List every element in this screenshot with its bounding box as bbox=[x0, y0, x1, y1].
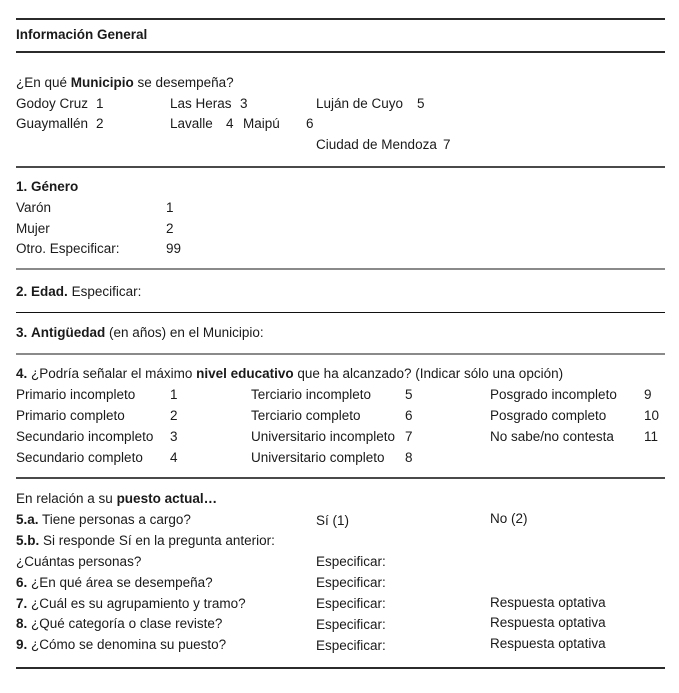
option-code: 6 bbox=[306, 116, 314, 131]
option-label: Luján de Cuyo bbox=[316, 96, 404, 111]
answer-yes: Sí (1) bbox=[316, 513, 350, 528]
question-edad bbox=[16, 284, 141, 300]
question-number: 5.b. bbox=[16, 533, 40, 548]
question-6 bbox=[16, 575, 213, 591]
section-title: Información General bbox=[16, 27, 148, 42]
option-label: Universitario incompleto bbox=[251, 429, 396, 444]
option-code: 5 bbox=[417, 96, 425, 111]
question-5b-sub: ¿Cuántas personas? bbox=[16, 554, 142, 569]
divider bbox=[16, 312, 665, 313]
option-label: Secundario completo bbox=[16, 450, 143, 465]
option-code: 4 bbox=[226, 116, 234, 131]
question-number: 6. bbox=[16, 575, 28, 590]
option-label: Guaymallén bbox=[16, 116, 89, 131]
answer-no: No (2) bbox=[490, 511, 528, 526]
question-number: 9. bbox=[16, 637, 28, 652]
municipio-question bbox=[16, 75, 234, 91]
answer-specify: Especificar: bbox=[316, 596, 386, 611]
divider bbox=[16, 667, 665, 669]
question-nivel-educativo bbox=[16, 366, 563, 382]
option-label: Godoy Cruz bbox=[16, 96, 89, 111]
intro-keyword: puesto actual… bbox=[116, 491, 218, 506]
option-code: 99 bbox=[166, 241, 182, 256]
question-5b bbox=[16, 533, 275, 549]
question-number: 2. bbox=[16, 284, 28, 299]
divider bbox=[16, 51, 665, 53]
option-code: 2 bbox=[96, 116, 104, 131]
option-code: 7 bbox=[443, 137, 451, 152]
question-number: 8. bbox=[16, 616, 28, 631]
question-text: (en años) en el Municipio: bbox=[109, 325, 264, 340]
option-code: 10 bbox=[644, 408, 660, 423]
divider bbox=[16, 268, 665, 270]
question-text: ¿Cuál es su agrupamiento y tramo? bbox=[27, 596, 246, 611]
question-text: ¿En qué área se desempeña? bbox=[27, 575, 213, 590]
divider bbox=[16, 353, 665, 355]
intro-text: En relación a su bbox=[16, 491, 117, 506]
option-label: Mujer bbox=[16, 221, 50, 236]
question-text: Si responde Sí en la pregunta anterior: bbox=[39, 533, 275, 548]
option-code: 1 bbox=[166, 200, 174, 215]
option-label: Posgrado completo bbox=[490, 408, 607, 423]
question-9 bbox=[16, 637, 226, 653]
option-code: 4 bbox=[170, 450, 178, 465]
option-code: 6 bbox=[405, 408, 413, 423]
question-number: 3. bbox=[16, 325, 28, 340]
option-label: Otro. Especificar: bbox=[16, 241, 120, 256]
question-text: Tiene personas a cargo? bbox=[38, 512, 191, 527]
answer-specify: Especificar: bbox=[316, 638, 386, 653]
option-label: Terciario incompleto bbox=[251, 387, 372, 402]
option-code: 2 bbox=[170, 408, 178, 423]
question-8 bbox=[16, 616, 222, 632]
question-text: ¿Podría señalar el máximo bbox=[31, 366, 197, 381]
option-label: Lavalle bbox=[170, 116, 213, 131]
option-label: Ciudad de Mendoza bbox=[316, 137, 437, 152]
answer-specify: Especificar: bbox=[316, 554, 386, 569]
optional-note: Respuesta optativa bbox=[490, 595, 606, 610]
question-text: que ha alcanzado? (Indicar sólo una opción) bbox=[293, 366, 564, 381]
optional-note: Respuesta optativa bbox=[490, 636, 606, 651]
option-code: 3 bbox=[170, 429, 178, 444]
question-number: 7. bbox=[16, 596, 28, 611]
answer-specify: Especificar: bbox=[316, 575, 386, 590]
option-code: 3 bbox=[240, 96, 248, 111]
question-keyword: Municipio bbox=[70, 75, 134, 90]
question-7 bbox=[16, 596, 246, 612]
option-label: Universitario completo bbox=[251, 450, 385, 465]
question-title bbox=[16, 179, 78, 195]
question-keyword: Género bbox=[31, 179, 79, 194]
option-label: No sabe/no contesta bbox=[490, 429, 614, 444]
question-text: se desempeña? bbox=[133, 75, 234, 90]
option-code: 2 bbox=[166, 221, 174, 236]
option-code: 1 bbox=[170, 387, 178, 402]
option-code: 5 bbox=[405, 387, 413, 402]
option-code: 11 bbox=[644, 429, 659, 444]
option-label: Maipú bbox=[243, 116, 280, 131]
divider bbox=[16, 166, 665, 168]
question-text: ¿Qué categoría o clase reviste? bbox=[27, 616, 223, 631]
question-text: ¿En qué bbox=[16, 75, 71, 90]
divider bbox=[16, 477, 665, 479]
option-label: Las Heras bbox=[170, 96, 232, 111]
option-label: Primario completo bbox=[16, 408, 125, 423]
optional-note: Respuesta optativa bbox=[490, 615, 606, 630]
option-code: 7 bbox=[405, 429, 413, 444]
option-code: 1 bbox=[96, 96, 104, 111]
option-label: Terciario completo bbox=[251, 408, 361, 423]
puesto-intro bbox=[16, 491, 217, 507]
question-keyword: nivel educativo bbox=[196, 366, 294, 381]
option-label: Primario incompleto bbox=[16, 387, 136, 402]
option-label: Secundario incompleto bbox=[16, 429, 154, 444]
option-code: 9 bbox=[644, 387, 652, 402]
question-5a bbox=[16, 512, 191, 528]
divider bbox=[16, 18, 665, 20]
question-number: 4. bbox=[16, 366, 28, 381]
question-number: 1. bbox=[16, 179, 28, 194]
question-antiguedad bbox=[16, 325, 264, 341]
question-text: ¿Cómo se denomina su puesto? bbox=[27, 637, 227, 652]
option-label: Varón bbox=[16, 200, 52, 215]
option-label: Posgrado incompleto bbox=[490, 387, 617, 402]
question-number: 5.a. bbox=[16, 512, 39, 527]
answer-specify: Especificar: bbox=[316, 617, 386, 632]
question-text: Especificar: bbox=[71, 284, 142, 299]
question-keyword: Edad. bbox=[31, 284, 68, 299]
question-keyword: Antigüedad bbox=[31, 325, 106, 340]
option-code: 8 bbox=[405, 450, 413, 465]
